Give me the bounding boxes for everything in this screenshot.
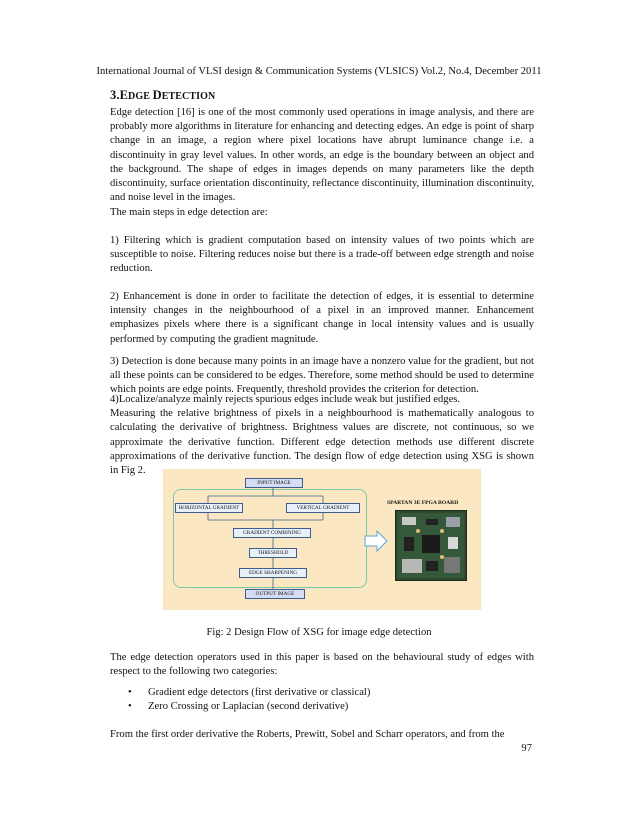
paragraph-text: The main steps in edge detection are: <box>110 207 268 218</box>
section-title-initial-1: E <box>119 88 129 102</box>
paragraph-step-3 <box>110 355 534 398</box>
list-item: • Zero Crossing or Laplacian (second derivative) <box>126 700 370 714</box>
threshold-box: THRESHOLD <box>249 548 297 558</box>
paragraph-step-4 <box>110 393 534 478</box>
output-image-box: OUTPUT IMAGE <box>245 589 305 599</box>
arrow-to-board <box>365 531 387 551</box>
input-image-box: INPUT IMAGE <box>245 478 303 488</box>
paragraph-step-2 <box>110 290 534 347</box>
vertical-gradient-box: VERTICAL GRADIENT <box>286 503 360 513</box>
fpga-board-illustration <box>396 511 466 580</box>
section-title <box>110 88 215 103</box>
paragraph-final <box>110 728 534 742</box>
section-number: 3. <box>110 88 120 102</box>
fpga-board-image <box>395 510 467 581</box>
paragraph-text: The edge detection operators used in this paper is based on the behavioural study of edges with respect to the following two categories: <box>110 652 534 678</box>
section-title-smallcaps-1: DGE <box>128 91 153 102</box>
paragraph-categories <box>110 651 534 679</box>
paragraph-text: 1) Filtering which is gradient computation based on intensity values of two points which are susceptible to noise. Filtering reduces noise but there is a trade-off between edge strength and noise reduction. <box>110 235 534 275</box>
board-label: SPARTAN 3E FPGA BOARD <box>387 500 459 506</box>
page-number: 97 <box>521 743 532 754</box>
paragraph-intro <box>110 106 534 205</box>
paragraph-text: 2) Enhancement is done in order to facilitate the detection of edges, it is essential to determine intensity changes in the neighbourhood of a pixel in an improved manner. Enhancement emphasizes pixels where there is a significant change in local intensity values and is usually performed by computing the gradient magnitude. <box>110 291 534 345</box>
paragraph-steps-intro <box>110 206 534 220</box>
gradient-combining-box: GRADIENT COMBINING <box>233 528 311 538</box>
category-list <box>126 686 370 714</box>
paragraph-text: From the first order derivative the Roberts, Prewitt, Sobel and Scharr operators, and from the <box>110 729 505 740</box>
paragraph-text: Measuring the relative brightness of pixels in a neighbourhood is mathematically analogous to calculating the derivative of brightness. Brightness values are discrete, not continuous, so we approximate the derivative function. Different edge detection methods use different discrete approximations of the derivative function. The design flow of edge detection using XSG is shown in Fig 2. <box>110 408 534 477</box>
paragraph-text: 4)Localize/analyze mainly rejects spurious edges include weak but justified edges. <box>110 394 461 405</box>
paragraph-text: Edge detection [16] is one of the most commonly used operations in image analysis, and there are probably more algorithms in literature for enhancing and detecting edges. An edge is point of sharp change in an image, a region where pixel locations have abrupt luminance change i.e. a discontinuity in gray level values. In other words, an edge is the boundary between an object and the background. The shape of edges in images depends on many parameters like the depth discontinuity, surface orientation discontinuity, reflectance discontinuity, illumination discontinuity, and noise level in the images. <box>110 107 534 204</box>
design-flow-figure <box>163 469 481 610</box>
figure-caption: Fig: 2 Design Flow of XSG for image edge detection <box>206 627 432 638</box>
list-item: • Gradient edge detectors (first derivative or classical) <box>126 686 370 700</box>
horizontal-gradient-box: HORIZONTAL GRADIENT <box>175 503 243 513</box>
section-title-initial-2: D <box>152 88 162 102</box>
edge-sharpening-box: EDGE SHARPENING <box>239 568 307 578</box>
paragraph-text: 3) Detection is done because many points in an image have a nonzero value for the gradient, but not all these points can be considered to be edges. Therefore, some method should be used to determine which points are edge points. Frequently, threshold provides the criterion for detection. <box>110 356 534 396</box>
paragraph-step-1 <box>110 234 534 277</box>
section-title-smallcaps-2: ETECTION <box>161 91 216 102</box>
journal-header: International Journal of VLSI design & Communication Systems (VLSICS) Vol.2, No.4, December 2011 <box>96 66 542 77</box>
